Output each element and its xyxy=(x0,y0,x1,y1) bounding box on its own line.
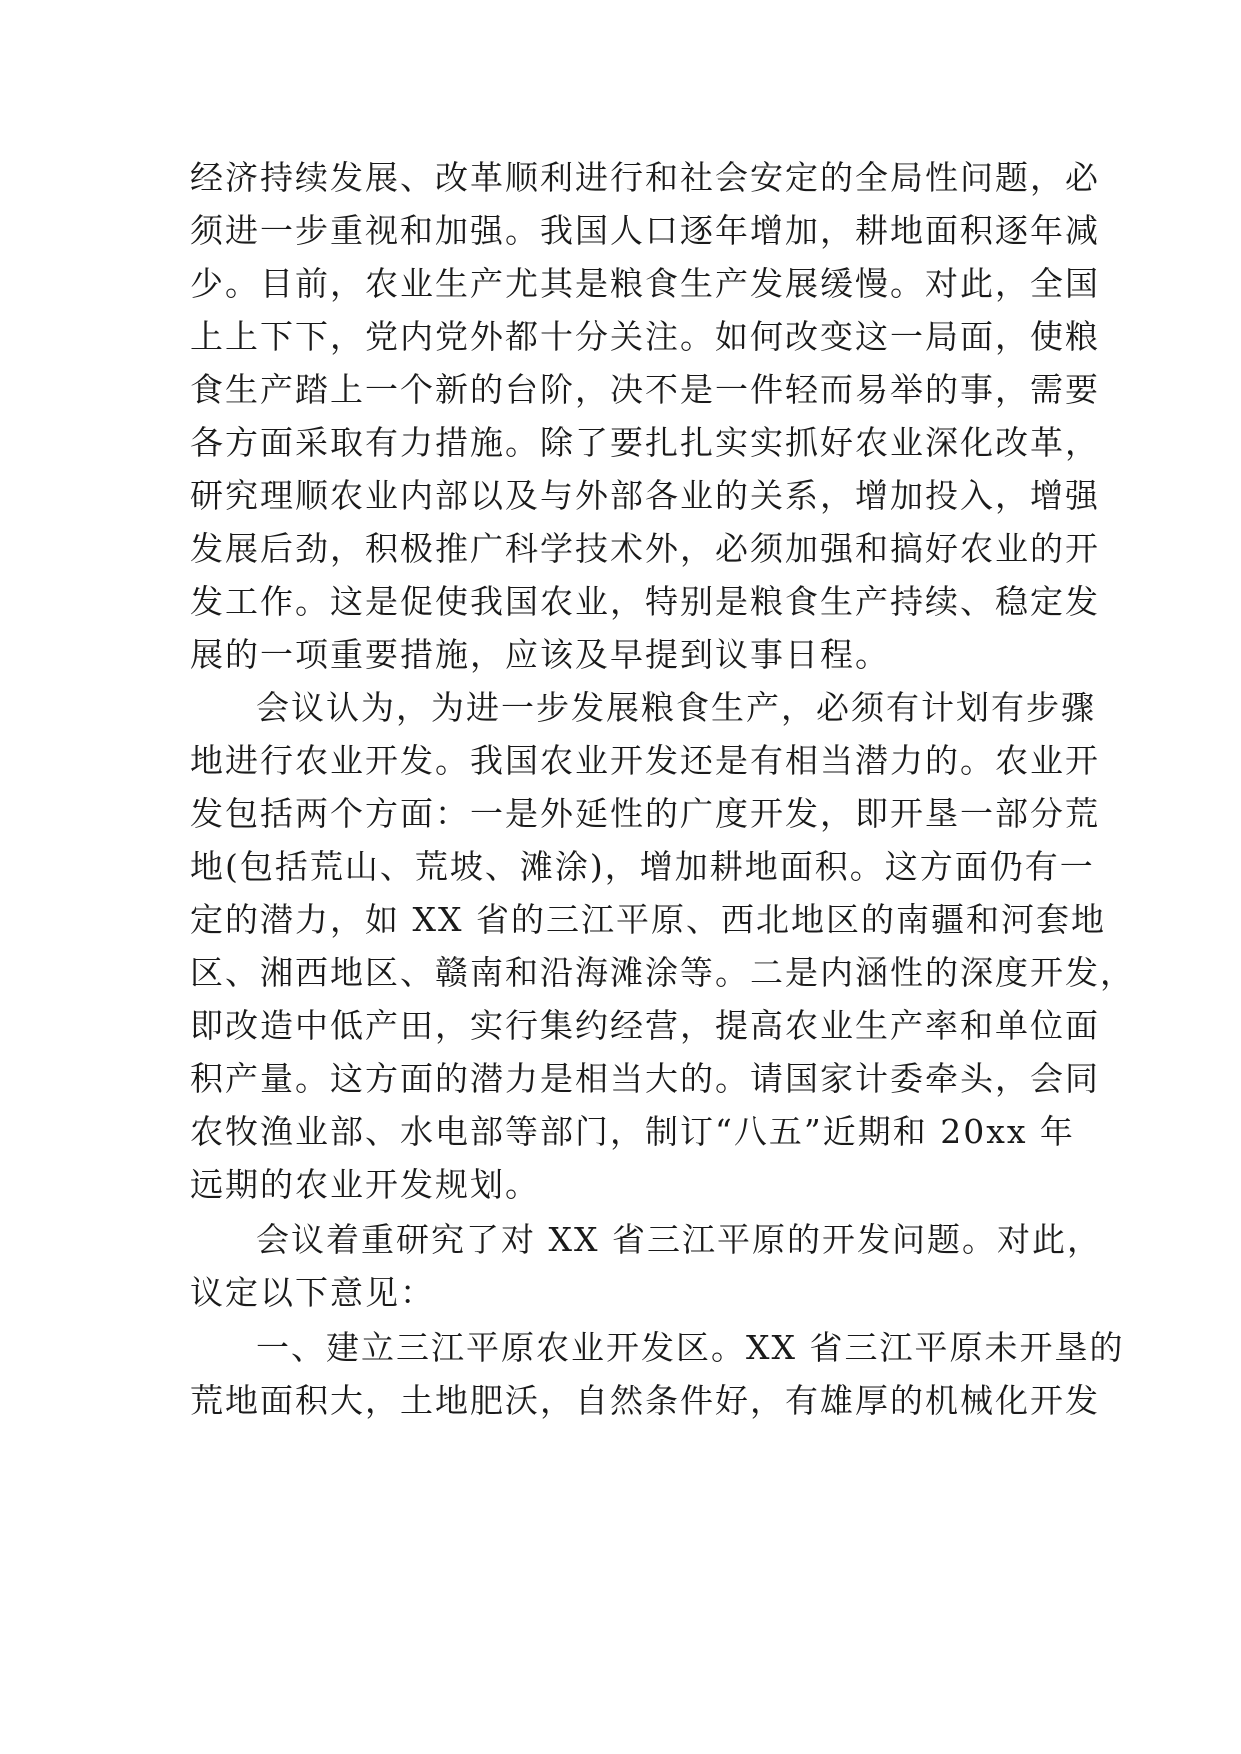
text-line: 地(包括荒山、荒坡、滩涂)，增加耕地面积。这方面仍有一 xyxy=(190,847,1095,886)
text-line: 定的潜力，如 XX 省的三江平原、西北地区的南疆和河套地 xyxy=(190,900,1106,939)
text-line: 即改造中低产田，实行集约经营，提高农业生产率和单位面 xyxy=(190,1006,1100,1045)
text-line: 地进行农业开发。我国农业开发还是有相当潜力的。农业开 xyxy=(190,741,1100,780)
text-line: 各方面采取有力措施。除了要扎扎实实抓好农业深化改革， xyxy=(190,423,1100,462)
text-line: 发展后劲，积极推广科学技术外，必须加强和搞好农业的开 xyxy=(190,529,1100,568)
text-line: 积产量。这方面的潜力是相当大的。请国家计委牵头，会同 xyxy=(190,1059,1100,1098)
text-line: 议定以下意见： xyxy=(190,1273,435,1312)
text-line: 须进一步重视和加强。我国人口逐年增加，耕地面积逐年减 xyxy=(190,211,1100,250)
paragraph-first-line: 会议认为，为进一步发展粮食生产，必须有计划有步骤 xyxy=(256,688,1096,727)
text-line: 农牧渔业部、水电部等部门，制订“八五”近期和 20xx 年 xyxy=(190,1112,1075,1151)
text-line: 发包括两个方面：一是外延性的广度开发，即开垦一部分荒 xyxy=(190,794,1100,833)
text-line: 荒地面积大，土地肥沃，自然条件好，有雄厚的机械化开发 xyxy=(190,1381,1100,1420)
text-line: 少。目前，农业生产尤其是粮食生产发展缓慢。对此，全国 xyxy=(190,264,1100,303)
text-line: 远期的农业开发规划。 xyxy=(190,1165,540,1204)
text-line: 上上下下，党内党外都十分关注。如何改变这一局面，使粮 xyxy=(190,317,1100,356)
text-line: 区、湘西地区、赣南和沿海滩涂等。二是内涵性的深度开发， xyxy=(190,953,1135,992)
paragraph-first-line: 会议着重研究了对 XX 省三江平原的开发问题。对此， xyxy=(256,1220,1102,1259)
text-line: 展的一项重要措施，应该及早提到议事日程。 xyxy=(190,635,890,674)
text-line: 研究理顺农业内部以及与外部各业的关系，增加投入，增强 xyxy=(190,476,1100,515)
paragraph-first-line: 一、建立三江平原农业开发区。XX 省三江平原未开垦的 xyxy=(256,1328,1125,1367)
text-line: 经济持续发展、改革顺利进行和社会安定的全局性问题，必 xyxy=(190,158,1100,197)
text-line: 发工作。这是促使我国农业，特别是粮食生产持续、稳定发 xyxy=(190,582,1100,621)
text-line: 食生产踏上一个新的台阶，决不是一件轻而易举的事，需要 xyxy=(190,370,1100,409)
